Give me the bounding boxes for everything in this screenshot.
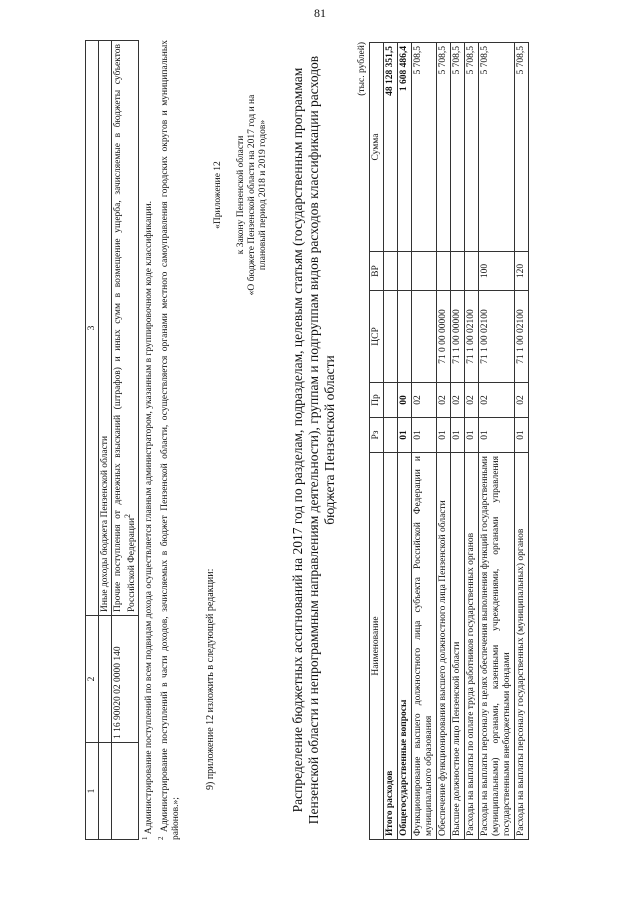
rz-cell: 01 xyxy=(451,418,465,453)
table-row xyxy=(479,43,515,840)
rotated-page-content xyxy=(85,30,555,850)
name-cell: Общегосударственные вопросы xyxy=(398,453,412,840)
footnote xyxy=(156,40,182,840)
income-cell xyxy=(112,743,139,840)
rz-cell: 01 xyxy=(398,418,412,453)
name-cell: Расходы на выплаты персоналу в целях обеспечения выполнения функций государственными (муниципальными) органами, казенными учреждениями, органами управления государственными внебюджетными фондами xyxy=(479,453,515,840)
pr-cell: 00 xyxy=(398,383,412,418)
col-header-csr: ЦСР xyxy=(370,291,384,383)
income-table-header xyxy=(86,41,99,840)
vr-cell xyxy=(465,252,479,291)
pr-cell: 02 xyxy=(465,383,479,418)
table-row xyxy=(515,43,529,840)
col-header-name: Наименование xyxy=(370,453,384,840)
name-cell: Обеспечение функционирования высшего должностного лица Пензенской области xyxy=(437,453,451,840)
csr-cell: 71 0 00 00000 xyxy=(437,291,451,383)
page-number: 81 xyxy=(314,6,326,20)
pr-cell: 02 xyxy=(412,383,437,418)
budget-table-header xyxy=(370,43,384,840)
name-cell: Расходы на выплаты персоналу государственных (муниципальных) органов xyxy=(515,453,529,840)
sum-cell: 5 708,5 xyxy=(479,43,515,252)
table-row xyxy=(465,43,479,840)
sum-cell: 5 708,5 xyxy=(451,43,465,252)
rz-cell xyxy=(384,418,398,453)
sum-cell: 5 708,5 xyxy=(437,43,451,252)
table-row xyxy=(99,41,112,840)
table-row xyxy=(112,41,139,840)
budget-table-body xyxy=(384,43,529,840)
rz-cell: 01 xyxy=(412,418,437,453)
sum-cell: 5 708,5 xyxy=(412,43,437,252)
sum-cell: 1 608 486,4 xyxy=(398,43,412,252)
units-label: (тыс. рублей) xyxy=(357,42,367,96)
csr-cell xyxy=(398,291,412,383)
appendix-number: «Приложение 12 xyxy=(213,161,223,229)
csr-cell: 71 1 00 02100 xyxy=(515,291,529,383)
pr-cell: 02 xyxy=(437,383,451,418)
sum-cell: 48 128 351,5 xyxy=(384,43,398,252)
col-header-vr: ВР xyxy=(370,252,384,291)
footnote xyxy=(140,40,155,840)
footnotes xyxy=(140,40,183,840)
col-header-pr: Пр xyxy=(370,383,384,418)
name-cell: Итого расходов xyxy=(384,453,398,840)
item-9-text: 9) приложение 12 изложить в следующей редакции: xyxy=(205,568,216,790)
footnote-number: 2 xyxy=(157,836,166,840)
budget-table xyxy=(369,42,529,840)
income-cell-text: Прочие поступления от денежных взысканий (штрафов) и иных сумм в возмещение ущерба, зачисляемые в бюджеты субъектов Российской Федерации xyxy=(113,44,138,612)
footnote-number: 1 xyxy=(141,836,149,840)
rz-cell: 01 xyxy=(465,418,479,453)
appendix-line: плановый период 2018 и 2019 годов» xyxy=(258,119,268,271)
name-cell: Расходы на выплаты по оплате труда работников государственных органов xyxy=(465,453,479,840)
document-title: Распределение бюджетных ассигнований на 2017 год по разделам, подразделам, целевым статьям (государственным программам Пензенской области и непрограммным направлениям деятельности), группам и подгруппам видов расходов классификации расходов бюджета Пензенской области xyxy=(290,55,337,825)
name-cell: Высшее должностное лицо Пензенской области xyxy=(451,453,465,840)
vr-cell xyxy=(384,252,398,291)
income-header-col1: 1 xyxy=(86,743,99,840)
appendix-line: к Закону Пензенской области xyxy=(236,135,246,255)
csr-cell: 71 1 00 02100 xyxy=(465,291,479,383)
pr-cell xyxy=(384,383,398,418)
table-row xyxy=(384,43,398,840)
sum-cell: 5 708,5 xyxy=(465,43,479,252)
income-header-col3: 3 xyxy=(86,41,99,616)
income-cell: 1 16 90020 02 0000 140 xyxy=(112,616,139,743)
income-cell xyxy=(112,41,139,616)
footnote-text: Администрирование поступлений по всем подвидам дохода осуществляется главным администратором, указанным в группировочном коде классификации. xyxy=(144,201,155,835)
income-cell xyxy=(99,616,112,743)
appendix-line: «О бюджете Пензенской области на 2017 год и на xyxy=(247,94,257,296)
table-row xyxy=(451,43,465,840)
income-header-col2: 2 xyxy=(86,616,99,743)
csr-cell: 71 1 00 02100 xyxy=(479,291,515,383)
pr-cell: 02 xyxy=(515,383,529,418)
vr-cell xyxy=(451,252,465,291)
footnote-text: Администрирование поступлений в части доходов, зачисляемых в бюджет Пензенской области, осуществляется органами местного самоуправления городских округов и муниципальных районов.»; xyxy=(160,39,182,840)
table-row xyxy=(398,43,412,840)
income-cell: Иные доходы бюджета Пензенской области xyxy=(99,41,112,616)
rz-cell: 01 xyxy=(437,418,451,453)
rz-cell: 01 xyxy=(479,418,515,453)
col-header-sum: Сумма xyxy=(370,43,384,252)
sum-cell: 5 708,5 xyxy=(515,43,529,252)
footnote-ref: 2 xyxy=(123,513,132,518)
vr-cell xyxy=(398,252,412,291)
income-cell xyxy=(99,743,112,840)
rz-cell: 01 xyxy=(515,418,529,453)
vr-cell xyxy=(437,252,451,291)
income-table xyxy=(85,40,139,840)
table-row xyxy=(412,43,437,840)
pr-cell: 02 xyxy=(451,383,465,418)
col-header-rz: Рз xyxy=(370,418,384,453)
table-row xyxy=(437,43,451,840)
csr-cell: 71 1 00 00000 xyxy=(451,291,465,383)
appendix-header xyxy=(213,45,269,345)
name-cell: Функционирование высшего должностного лица субъекта Российской Федерации и муниципального образования xyxy=(412,453,437,840)
csr-cell xyxy=(412,291,437,383)
pr-cell: 02 xyxy=(479,383,515,418)
vr-cell: 100 xyxy=(479,252,515,291)
csr-cell xyxy=(384,291,398,383)
vr-cell xyxy=(412,252,437,291)
vr-cell: 120 xyxy=(515,252,529,291)
